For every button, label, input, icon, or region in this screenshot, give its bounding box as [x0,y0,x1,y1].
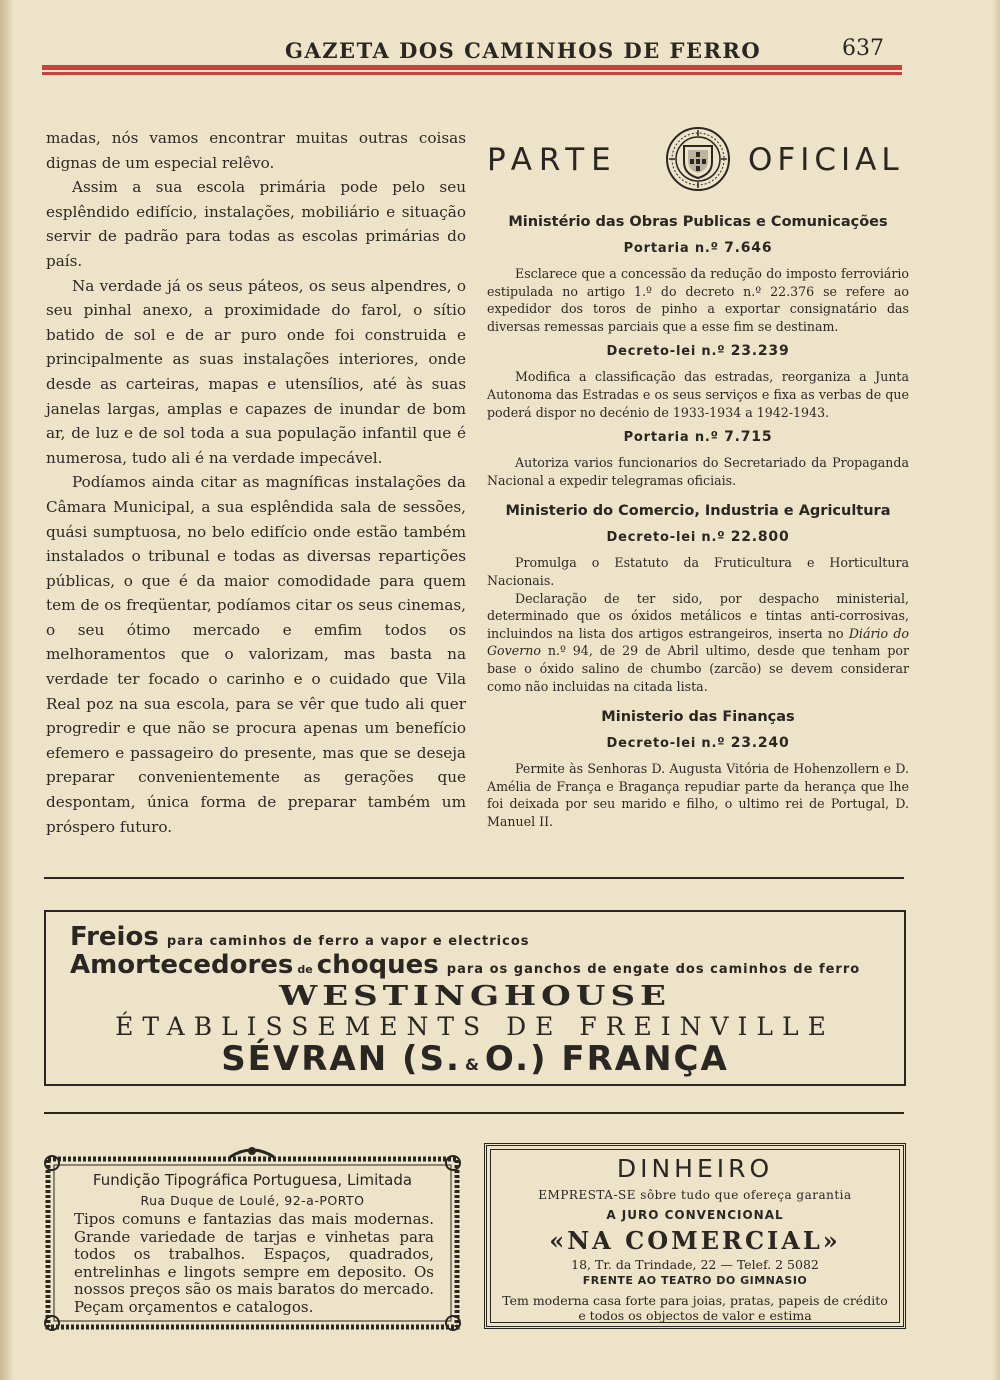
article-paragraph: Podíamos ainda citar as magníficas instalações da Câmara Municipal, a sua esplêndida sala de sessões, quási sumptuosa, no belo edifício onde estão também instalados o tribunal e todas as diversas repartições públicas, o que é da maior comodidade para quem tem de os freqüentar, podíamos citar os seus cinemas, o seu ótimo mercado e emfim todos os melhoramentos que o valorizam, mas basta na verdade ter focado o carinho e o cuidado que Vila Real poz na sua escola, para se vêr que tudo ali quer progredir e que não se procura apenas um benefício efemero e passageiro do presente, mas que se deseja preparar convenientemente as gerações que despontam, única forma de preparar também um próspero futuro. [46,473,466,836]
article-paragraph: madas, nós vamos encontrar muitas outras coisas dignas de um especial relêvo. [46,129,466,172]
parte-oficial-heading [487,126,909,196]
ministry-heading: Ministério das Obras Publicas e Comunicações [508,214,888,230]
act-number: 22.800 [730,529,790,546]
header-rule-thin [42,72,902,75]
fundicao-address: Rua Duque de Loulé, 92-a-PORTO [140,1193,365,1208]
act-number: 7.646 [724,240,773,256]
dinheiro-line: FRENTE AO TEATRO DO GIMNASIO [582,1274,808,1287]
act-kind: Decreto-lei n.º [606,344,726,360]
act-heading [487,238,909,259]
ad-word-choques: choques [316,950,439,980]
dinheiro-line: EMPRESTA-SE sôbre tudo que ofereça garantia [538,1188,852,1202]
act-text: Permite às Senhoras D. Augusta Vitória de Hohenzollern e D. Amélia de França e Bragança repudiar parte da herança que lhe foi deixada por seu marido e filho, o ultimo rei de Portugal, D. Manuel II. [487,761,909,829]
ad-word-amortecedores: Amortecedores [70,950,294,980]
act-heading [487,341,909,362]
declaration-text-end: n.º 94, de 29 de Abril ultimo, desde que tenham por base o óxido salino de chumbo (zarcão) se devem considerar como não incluidas na citada lista. [487,643,909,694]
portuguese-coat-of-arms-icon [665,126,731,192]
section-divider [44,877,904,879]
act-heading [487,427,909,448]
header-rule [42,65,902,70]
act-number: 7.715 [724,429,773,446]
parte-oficial-column [487,126,909,830]
fundicao-title: Fundição Tipográfica Portuguesa, Limitada [92,1171,413,1189]
heading-word-parte: PARTE [487,142,618,178]
article-paragraph: Na verdade já os seus páteos, os seus alpendres, o seu pinhal anexo, a proximidade do farol, o sítio batido de sol e de ar puro onde foi construida e principalmente as suas instalações interiores, onde desde as carteiras, mapas e utensílios, até às suas janelas largas, amplas e capazes de inundar de bom ar, de luz e de sol toda a sua população infantil que é numerosa, tudo ali é na verdade impecável. [46,276,466,467]
page-edge-right [992,0,1000,1380]
section-divider [44,1112,904,1114]
dinheiro-address: 18, Tr. da Trindade, 22 — Telef. 2 5082 [571,1257,819,1272]
fundicao-text: Tipos comuns e fantazias das mais modernas. Grande variedade de tarjas e vinhetas para todos os trabalhos. Espaços, quadrados, entrelinhas e lingots sempre em deposito. Os nossos preços são os mais baratos do mercado. Peçam orçamentos e catalogos. [74,1210,434,1316]
ad-city [46,1039,904,1079]
heading-word-oficial: OFICIAL [748,142,904,178]
diario-do-governo-title: Diário do Governo [487,625,910,659]
masthead-title: GAZETA DOS CAMINHOS DE FERRO [285,38,762,63]
act-heading [487,733,909,754]
ad-subtext: para os ganchos de engate dos caminhos de ferro [446,962,861,977]
ad-subtext: para caminhos de ferro a vapor e electricos [166,934,530,949]
article-paragraph: Assim a sua escola primária pode pelo seu esplêndido edifício, instalações, mobiliário e situação servir de padrão para todas as escolas primárias do país. [46,178,466,270]
act-kind: Decreto-lei n.º [606,736,726,752]
ministry-heading: Ministerio das Finanças [601,709,795,726]
act-text: Autoriza varios funcionarios do Secretariado da Propaganda Nacional a expedir telegramas oficiais. [487,455,909,488]
fundicao-advertisement [40,1145,465,1335]
ad-line-freios [70,922,530,952]
act-kind: Portaria n.º [623,241,719,256]
dinheiro-line: A JURO CONVENCIONAL [606,1208,784,1222]
ministry-heading: Ministerio do Comercio, Industria e Agricultura [505,503,891,520]
act-text: Promulga o Estatuto da Fruticultura e Horticultura Nacionais. [487,555,909,588]
dinheiro-line: Tem moderna casa forte para joias, pratas, papeis de crédito e todos os objectos de valor e estima [502,1293,888,1323]
page-edge-left [0,0,14,1380]
act-kind: Portaria n.º [623,430,719,446]
westinghouse-advertisement [44,910,906,1086]
ad-city-part: SÉVRAN (S. [221,1039,461,1079]
ad-brand-westinghouse: WESTINGHOUSE [279,980,671,1012]
ad-company-name: ÉTABLISSEMENTS DE FREINVILLE [115,1012,835,1041]
article-column [46,126,466,839]
page-number: 637 [842,36,884,61]
act-text: Esclarece que a concessão da redução do imposto ferroviário estipulada no artigo 1.º do decreto n.º 22.376 se refere ao expedidor dos toros de pinho a exportar consignatário das diversas remessas parciais que a esse fim se destinam. [487,266,909,334]
ad-word-freios: Freios [70,922,159,952]
dinheiro-advertisement [484,1143,906,1329]
act-number: 23.239 [730,343,790,360]
act-text-declaration [487,590,909,696]
ad-city-ampersand: & [464,1055,481,1074]
act-kind: Decreto-lei n.º [606,530,726,546]
act-number: 23.240 [730,735,790,752]
ad-city-part: O.) FRANÇA [484,1039,729,1079]
ad-line-amortecedores [70,950,860,980]
dinheiro-brand: «NA COMERCIAL» [549,1226,841,1255]
declaration-text: Declaração de ter sido, por despacho ministerial, determinado que os óxidos metálicos e tintas anti-corrosivas, incluindos na lista dos artigos estrangeiros, inserta no [487,590,909,641]
ad-word-de: de [297,963,313,976]
dinheiro-title: DINHEIRO [616,1154,774,1183]
act-heading [487,527,909,548]
act-text: Modifica a classificação das estradas, reorganiza a Junta Autonoma das Estradas e os seus serviços e fixa as verbas de que poderá dispor no decénio de 1933-1934 a 1942-1943. [487,369,909,420]
